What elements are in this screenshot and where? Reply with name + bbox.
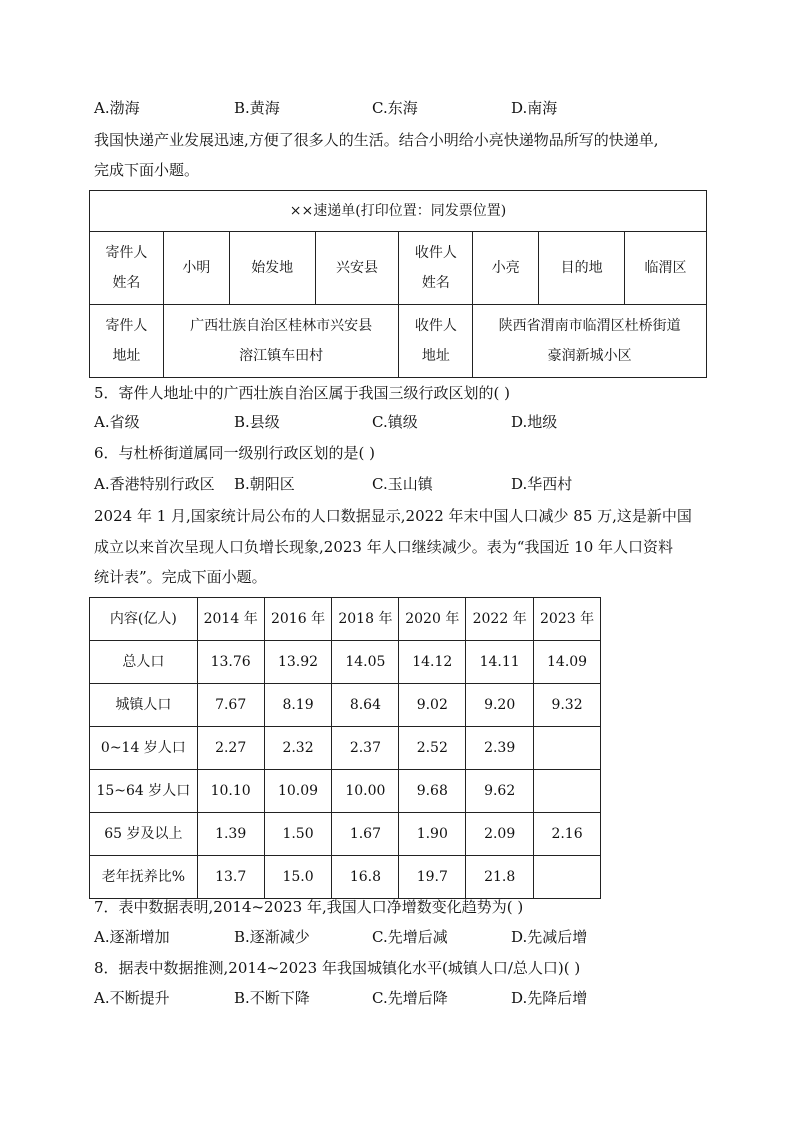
q8-option-b[interactable]: B.不断下降: [234, 989, 310, 1007]
header-cell: 2014 年: [197, 598, 264, 641]
table-cell: 2.52: [399, 727, 466, 770]
table-cell: 9.20: [466, 684, 534, 727]
q8-stem: 8．据表中数据推测,2014~2023 年我国城镇化水平(城镇人口/总人口)( ): [94, 959, 581, 977]
intro2-line1: 2024 年 1 月,国家统计局公布的人口数据显示,2022 年末中国人口减少 85 万,这是新中国: [94, 507, 692, 525]
table-cell: 14.09: [534, 641, 601, 684]
q7-option-c[interactable]: C.先增后减: [372, 928, 448, 946]
table-cell: 8.19: [264, 684, 332, 727]
table-row: [90, 770, 601, 813]
q6-option-b[interactable]: B.朝阳区: [234, 475, 295, 493]
intro2-line2: 成立以来首次呈现人口负增长现象,2023 年人口继续减少。表为“我国近 10 年人口资料: [94, 538, 674, 556]
q5-option-c[interactable]: C.镇级: [372, 413, 418, 431]
row-label-cell: 65 岁及以上: [90, 813, 198, 856]
table-cell: 2.37: [332, 727, 399, 770]
row-label-cell: 城镇人口: [90, 684, 198, 727]
table-cell: 8.64: [332, 684, 399, 727]
table-cell: 9.32: [534, 684, 601, 727]
table-cell: [534, 770, 601, 813]
receiver-name-label: 收件人 姓名: [399, 232, 473, 305]
table-cell: 2.39: [466, 727, 534, 770]
table-cell: 9.62: [466, 770, 534, 813]
table-row: [90, 727, 601, 770]
table-cell: 10.00: [332, 770, 399, 813]
table-cell: 10.09: [264, 770, 332, 813]
q4-option-d[interactable]: D.南海: [511, 99, 558, 117]
receiver-addr-label: 收件人 地址: [399, 305, 473, 378]
table-cell: 13.76: [197, 641, 264, 684]
table-cell: [534, 727, 601, 770]
table-row: [90, 856, 601, 899]
header-cell: 2020 年: [399, 598, 466, 641]
q7-option-d[interactable]: D.先减后增: [511, 928, 588, 946]
destination-label: 目的地: [539, 232, 625, 305]
origin-label: 始发地: [229, 232, 315, 305]
row-label-cell: 15~64 岁人口: [90, 770, 198, 813]
intro2-line3: 统计表”。完成下面小题。: [94, 568, 267, 586]
table-row: [90, 813, 601, 856]
table-cell: 1.39: [197, 813, 264, 856]
waybill-table: [89, 190, 707, 378]
table-cell: 9.02: [399, 684, 466, 727]
table-cell: 21.8: [466, 856, 534, 899]
header-cell: 2016 年: [264, 598, 332, 641]
q7-stem: 7．表中数据表明,2014~2023 年,我国人口净增数变化趋势为( ): [94, 898, 524, 916]
sender-addr: 广西壮族自治区桂林市兴安县 溶江镇车田村: [163, 305, 399, 378]
q4-option-b[interactable]: B.黄海: [234, 99, 280, 117]
table-cell: [534, 856, 601, 899]
q8-option-a[interactable]: A.不断提升: [94, 989, 170, 1007]
sender-addr-label: 寄件人 地址: [90, 305, 164, 378]
row-label-cell: 总人口: [90, 641, 198, 684]
table-cell: 14.11: [466, 641, 534, 684]
table-cell: 10.10: [197, 770, 264, 813]
header-cell: 2023 年: [534, 598, 601, 641]
origin-value: 兴安县: [315, 232, 399, 305]
q7-option-a[interactable]: A.逐渐增加: [94, 928, 170, 946]
intro1-line2: 完成下面小题。: [94, 161, 200, 179]
row-label-cell: 老年抚养比%: [90, 856, 198, 899]
row-label-cell: 0~14 岁人口: [90, 727, 198, 770]
population-table: [89, 597, 601, 899]
receiver-addr: 陕西省渭南市临渭区杜桥街道 豪润新城小区: [473, 305, 707, 378]
table-cell: 13.92: [264, 641, 332, 684]
table-cell: 14.12: [399, 641, 466, 684]
table-cell: 1.90: [399, 813, 466, 856]
header-cell: 内容(亿人): [90, 598, 198, 641]
table-row: [90, 684, 601, 727]
table-header-row: [90, 598, 601, 641]
table-cell: 15.0: [264, 856, 332, 899]
table-cell: 1.50: [264, 813, 332, 856]
table-cell: 1.67: [332, 813, 399, 856]
header-cell: 2022 年: [466, 598, 534, 641]
q6-option-d[interactable]: D.华西村: [511, 475, 573, 493]
q5-option-d[interactable]: D.地级: [511, 413, 558, 431]
intro1-line1: 我国快递产业发展迅速,方便了很多人的生活。结合小明给小亮快递物品所写的快递单,: [94, 131, 659, 149]
table-cell: 7.67: [197, 684, 264, 727]
table-cell: 2.32: [264, 727, 332, 770]
q5-option-a[interactable]: A.省级: [94, 413, 140, 431]
receiver-name: 小亮: [473, 232, 539, 305]
q6-option-a[interactable]: A.香港特别行政区: [94, 475, 215, 493]
q6-stem: 6．与杜桥街道属同一级别行政区划的是( ): [94, 444, 376, 462]
waybill-title: ××速递单(打印位置：同发票位置): [90, 191, 707, 232]
q5-stem: 5．寄件人地址中的广西壮族自治区属于我国三级行政区划的( ): [94, 384, 511, 402]
table-cell: 16.8: [332, 856, 399, 899]
destination-value: 临渭区: [625, 232, 707, 305]
table-cell: 9.68: [399, 770, 466, 813]
q5-option-b[interactable]: B.县级: [234, 413, 280, 431]
table-cell: 2.27: [197, 727, 264, 770]
table-cell: 14.05: [332, 641, 399, 684]
q6-option-c[interactable]: C.玉山镇: [372, 475, 433, 493]
q7-option-b[interactable]: B.逐渐减少: [234, 928, 310, 946]
table-cell: 19.7: [399, 856, 466, 899]
sender-name-label: 寄件人 姓名: [90, 232, 164, 305]
table-cell: 13.7: [197, 856, 264, 899]
table-row: [90, 641, 601, 684]
table-cell: 2.09: [466, 813, 534, 856]
sender-name: 小明: [163, 232, 229, 305]
q8-option-d[interactable]: D.先降后增: [511, 989, 588, 1007]
q8-option-c[interactable]: C.先增后降: [372, 989, 448, 1007]
q4-option-a[interactable]: A.渤海: [94, 99, 140, 117]
q4-option-c[interactable]: C.东海: [372, 99, 418, 117]
header-cell: 2018 年: [332, 598, 399, 641]
table-cell: 2.16: [534, 813, 601, 856]
